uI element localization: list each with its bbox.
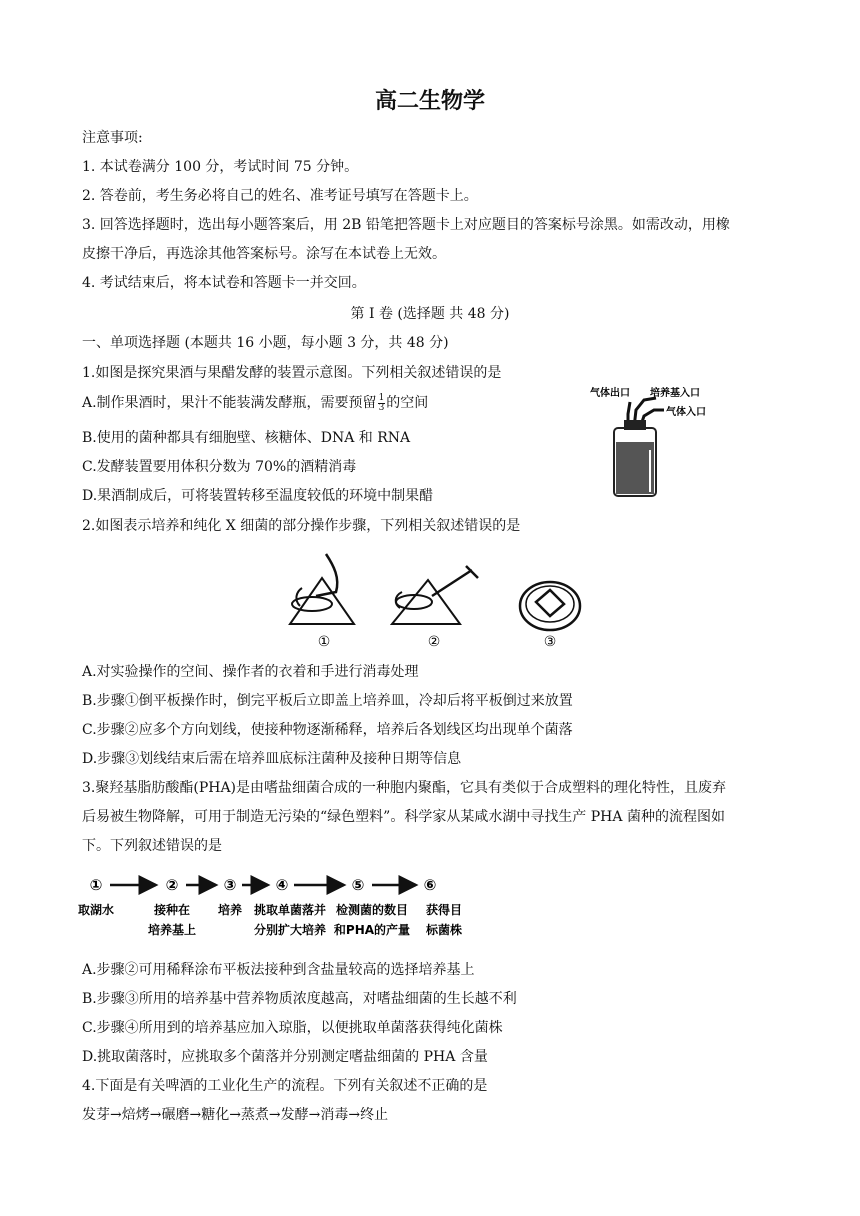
step1-pouring (290, 554, 354, 624)
q1-option-a-text-end: 的空间 (386, 395, 429, 411)
step-label-2: ② (427, 634, 441, 650)
fraction-numerator: 1 (378, 392, 385, 403)
flow-step-text: 获得目 (425, 903, 463, 917)
fraction-denominator: 3 (378, 402, 385, 413)
flow-step-number: ⑥ (423, 876, 437, 894)
flow-step-text: 接种在 (153, 903, 191, 917)
flow-step-text: 挑取单菌落并 (253, 903, 327, 917)
q3-option-a: A.步骤②可用稀释涂布平板法接种到含盐量较高的选择培养基上 (82, 962, 475, 978)
q3-stem-line3: 下。下列叙述错误的是 (82, 838, 222, 854)
flow-step-text: 培养 (217, 903, 243, 917)
pha-flowchart (77, 872, 482, 952)
flow-step-number: ④ (275, 876, 289, 894)
flow-step-text: 标菌株 (425, 923, 463, 937)
flow-step-text: 和PHA的产量 (333, 923, 411, 937)
q1-option-b: B.使用的菌种都具有细胞壁、核糖体、DNA 和 RNA (82, 430, 411, 446)
q3-option-b: B.步骤③所用的培养基中营养物质浓度越高，对嗜盐细菌的生长越不利 (82, 991, 517, 1007)
page-title: 高二生物学 (374, 89, 485, 114)
flow-step-number: ① (89, 876, 103, 894)
label-medium-inlet: 培养基入口 (650, 388, 700, 399)
flow-step-text: 取湖水 (77, 903, 115, 917)
flow-step-number: ② (165, 876, 179, 894)
note-item: 2. 答卷前，考生务必将自己的姓名、准考证号填写在答题卡上。 (82, 188, 478, 204)
q3-stem-line1: 3.聚羟基脂肪酸酯(PHA)是由嗜盐细菌合成的一种胞内聚酯，它具有类似于合成塑料的理化特性，且废弃 (82, 780, 727, 796)
section-heading: 一、单项选择题 (本题共 16 小题，每小题 3 分，共 48 分) (82, 335, 449, 351)
q2-option-c: C.步骤②应多个方向划线，使接种物逐渐稀释，培养后各划线区均出现单个菌落 (82, 722, 573, 738)
flow-step-number: ⑤ (351, 876, 365, 894)
note-item: 4. 考试结束后，将本试卷和答题卡一并交回。 (82, 275, 366, 291)
fraction (378, 394, 386, 413)
q3-option-d: D.挑取菌落时，应挑取多个菌落并分别测定嗜盐细菌的 PHA 含量 (82, 1049, 488, 1065)
note-item: 3. 回答选择题时，选出每小题答案后，用 2B 铅笔把答题卡上对应题目的答案标号涂黑。如需改动，用橡 (82, 217, 730, 233)
label-gas-inlet: 气体入口 (666, 407, 706, 418)
step2-streaking (392, 566, 478, 624)
flow-step-text: 分别扩大培养 (253, 923, 327, 937)
fermenter-diagram (584, 380, 764, 500)
stopper (624, 420, 646, 430)
liquid (616, 442, 654, 494)
plating-steps-diagram (282, 548, 592, 656)
q2-option-b: B.步骤①倒平板操作时，倒完平板后立即盖上培养皿，冷却后将平板倒过来放置 (82, 693, 573, 709)
q2-option-d: D.步骤③划线结束后需在培养皿底标注菌种及接种日期等信息 (82, 751, 462, 767)
q1-stem: 1.如图是探究果酒与果醋发酵的装置示意图。下列相关叙述错误的是 (82, 365, 502, 381)
q4-stem: 4.下面是有关啤酒的工业化生产的流程。下列有关叙述不正确的是 (82, 1078, 488, 1094)
q3-option-c: C.步骤④所用到的培养基应加入琼脂，以便挑取单菌落获得纯化菌株 (82, 1020, 503, 1036)
q2-option-a: A.对实验操作的空间、操作者的衣着和手进行消毒处理 (82, 664, 419, 680)
flow-step-text: 培养基上 (147, 923, 197, 937)
q3-stem-line2: 后易被生物降解，可用于制造无污染的“绿色塑料”。科学家从某咸水湖中寻找生产 PHA 菌种的流程图如 (82, 809, 725, 825)
notes-heading: 注意事项: (82, 130, 143, 146)
q1-option-d: D.果酒制成后，可将装置转移至温度较低的环境中制果醋 (82, 488, 434, 504)
step-label-1: ① (317, 634, 331, 650)
note-item: 皮擦干净后，再选涂其他答案标号。涂写在本试卷上无效。 (82, 246, 446, 262)
q4-process-flow: 发芽→焙烤→碾磨→糖化→蒸煮→发酵→消毒→终止 (82, 1107, 389, 1123)
part-heading: 第 I 卷 (选择题 共 48 分) (350, 306, 510, 322)
flow-step-number: ③ (223, 876, 237, 894)
q1-option-c: C.发酵装置要用体积分数为 70%的酒精消毒 (82, 459, 357, 475)
label-gas-outlet: 气体出口 (590, 388, 630, 399)
step3-petri-dish (520, 582, 580, 630)
q1-option-a-text: A.制作果酒时，果汁不能装满发酵瓶，需要预留 (82, 395, 377, 411)
q1-option-a (82, 393, 428, 413)
flow-step-text: 检测菌的数目 (335, 903, 409, 917)
note-item: 1. 本试卷满分 100 分，考试时间 75 分钟。 (82, 159, 359, 175)
q2-stem: 2.如图表示培养和纯化 X 细菌的部分操作步骤，下列相关叙述错误的是 (82, 518, 521, 534)
step-label-3: ③ (543, 634, 557, 650)
